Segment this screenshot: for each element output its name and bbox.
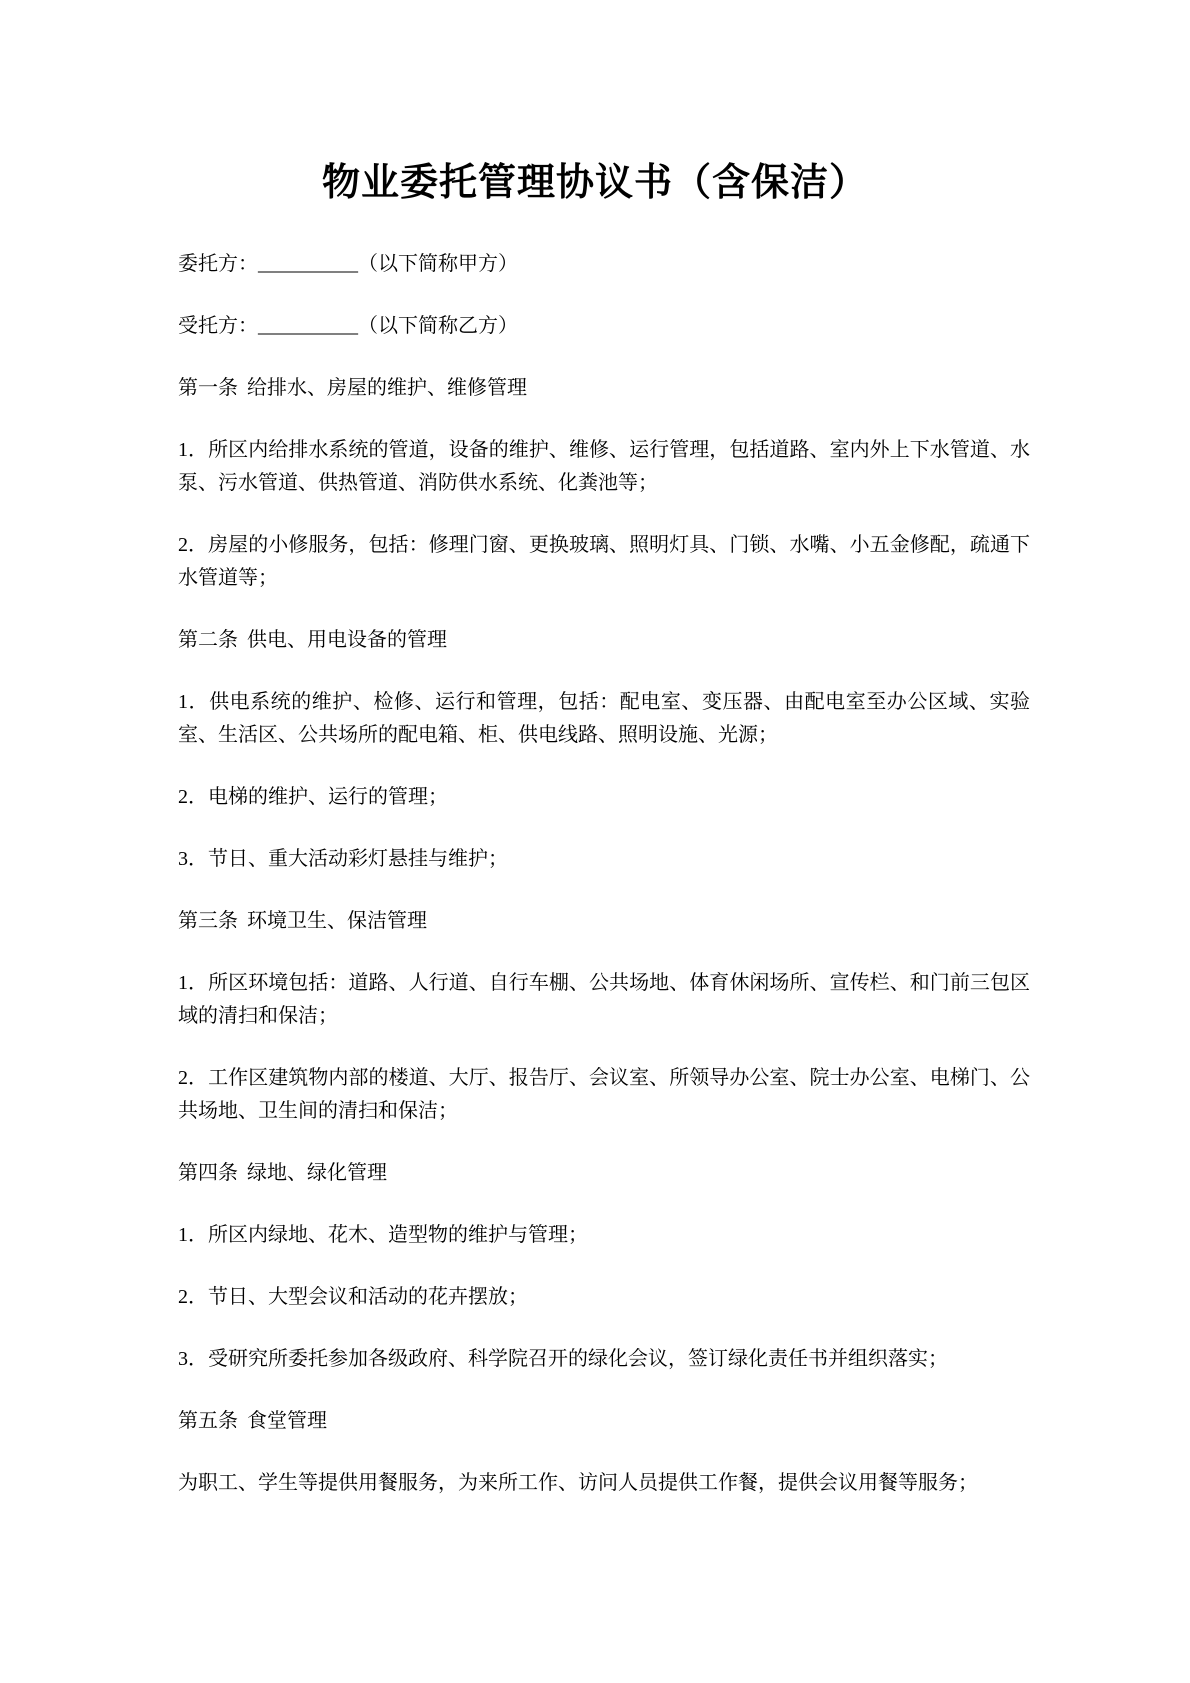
clause-paragraph: 2．电梯的维护、运行的管理； bbox=[178, 786, 448, 808]
clause-paragraph: 1．供电系统的维护、检修、运行和管理，包括：配电室、变压器、由配电室至办公区域、实验室、生活区、公共场所的配电箱、柜、供电线路、照明设施、光源； bbox=[178, 691, 1030, 746]
section-heading bbox=[178, 905, 1030, 938]
section-heading bbox=[178, 372, 1030, 405]
party-note: （以下简称乙方） bbox=[358, 315, 518, 337]
section-number: 第五条 bbox=[178, 1410, 238, 1432]
party-blank-line: __________ bbox=[258, 253, 358, 275]
document-body bbox=[178, 248, 1030, 1500]
section-heading bbox=[178, 1157, 1030, 1190]
clause-paragraph: 为职工、学生等提供用餐服务，为来所工作、访问人员提供工作餐，提供会议用餐等服务； bbox=[178, 1472, 978, 1494]
section-title: 食堂管理 bbox=[247, 1410, 327, 1432]
clause-paragraph: 1．所区内给排水系统的管道，设备的维护、维修、运行管理，包括道路、室内外上下水管道、水泵、污水管道、供热管道、消防供水系统、化粪池等； bbox=[178, 439, 1030, 494]
section-title: 给排水、房屋的维护、维修管理 bbox=[247, 377, 527, 399]
clause-paragraph: 2．工作区建筑物内部的楼道、大厅、报告厅、会议室、所领导办公室、院士办公室、电梯门、公共场地、卫生间的清扫和保洁； bbox=[178, 1067, 1030, 1122]
section-title: 绿地、绿化管理 bbox=[247, 1162, 387, 1184]
section-number: 第二条 bbox=[178, 629, 238, 651]
section-number: 第四条 bbox=[178, 1162, 238, 1184]
party-label: 委托方： bbox=[178, 253, 258, 275]
section-number: 第三条 bbox=[178, 910, 238, 932]
party-line bbox=[178, 248, 1030, 281]
section-heading bbox=[178, 1405, 1030, 1438]
clause-paragraph: 2．节日、大型会议和活动的花卉摆放； bbox=[178, 1286, 528, 1308]
party-blank-line: __________ bbox=[258, 315, 358, 337]
party-label: 受托方： bbox=[178, 315, 258, 337]
section-number: 第一条 bbox=[178, 377, 238, 399]
section-title: 环境卫生、保洁管理 bbox=[247, 910, 427, 932]
clause-paragraph: 2．房屋的小修服务，包括：修理门窗、更换玻璃、照明灯具、门锁、水嘴、小五金修配，疏通下水管道等； bbox=[178, 534, 1030, 589]
clause-paragraph: 1．所区内绿地、花木、造型物的维护与管理； bbox=[178, 1224, 588, 1246]
party-line bbox=[178, 310, 1030, 343]
section-heading bbox=[178, 624, 1030, 657]
clause-paragraph: 3．受研究所委托参加各级政府、科学院召开的绿化会议，签订绿化责任书并组织落实； bbox=[178, 1348, 948, 1370]
clause-paragraph: 3．节日、重大活动彩灯悬挂与维护； bbox=[178, 848, 508, 870]
clause-paragraph: 1．所区环境包括：道路、人行道、自行车棚、公共场地、体育休闲场所、宣传栏、和门前三包区域的清扫和保洁； bbox=[178, 972, 1030, 1027]
party-note: （以下简称甲方） bbox=[358, 253, 518, 275]
section-title: 供电、用电设备的管理 bbox=[247, 629, 447, 651]
document-title: 物业委托管理协议书（含保洁） bbox=[321, 162, 868, 204]
